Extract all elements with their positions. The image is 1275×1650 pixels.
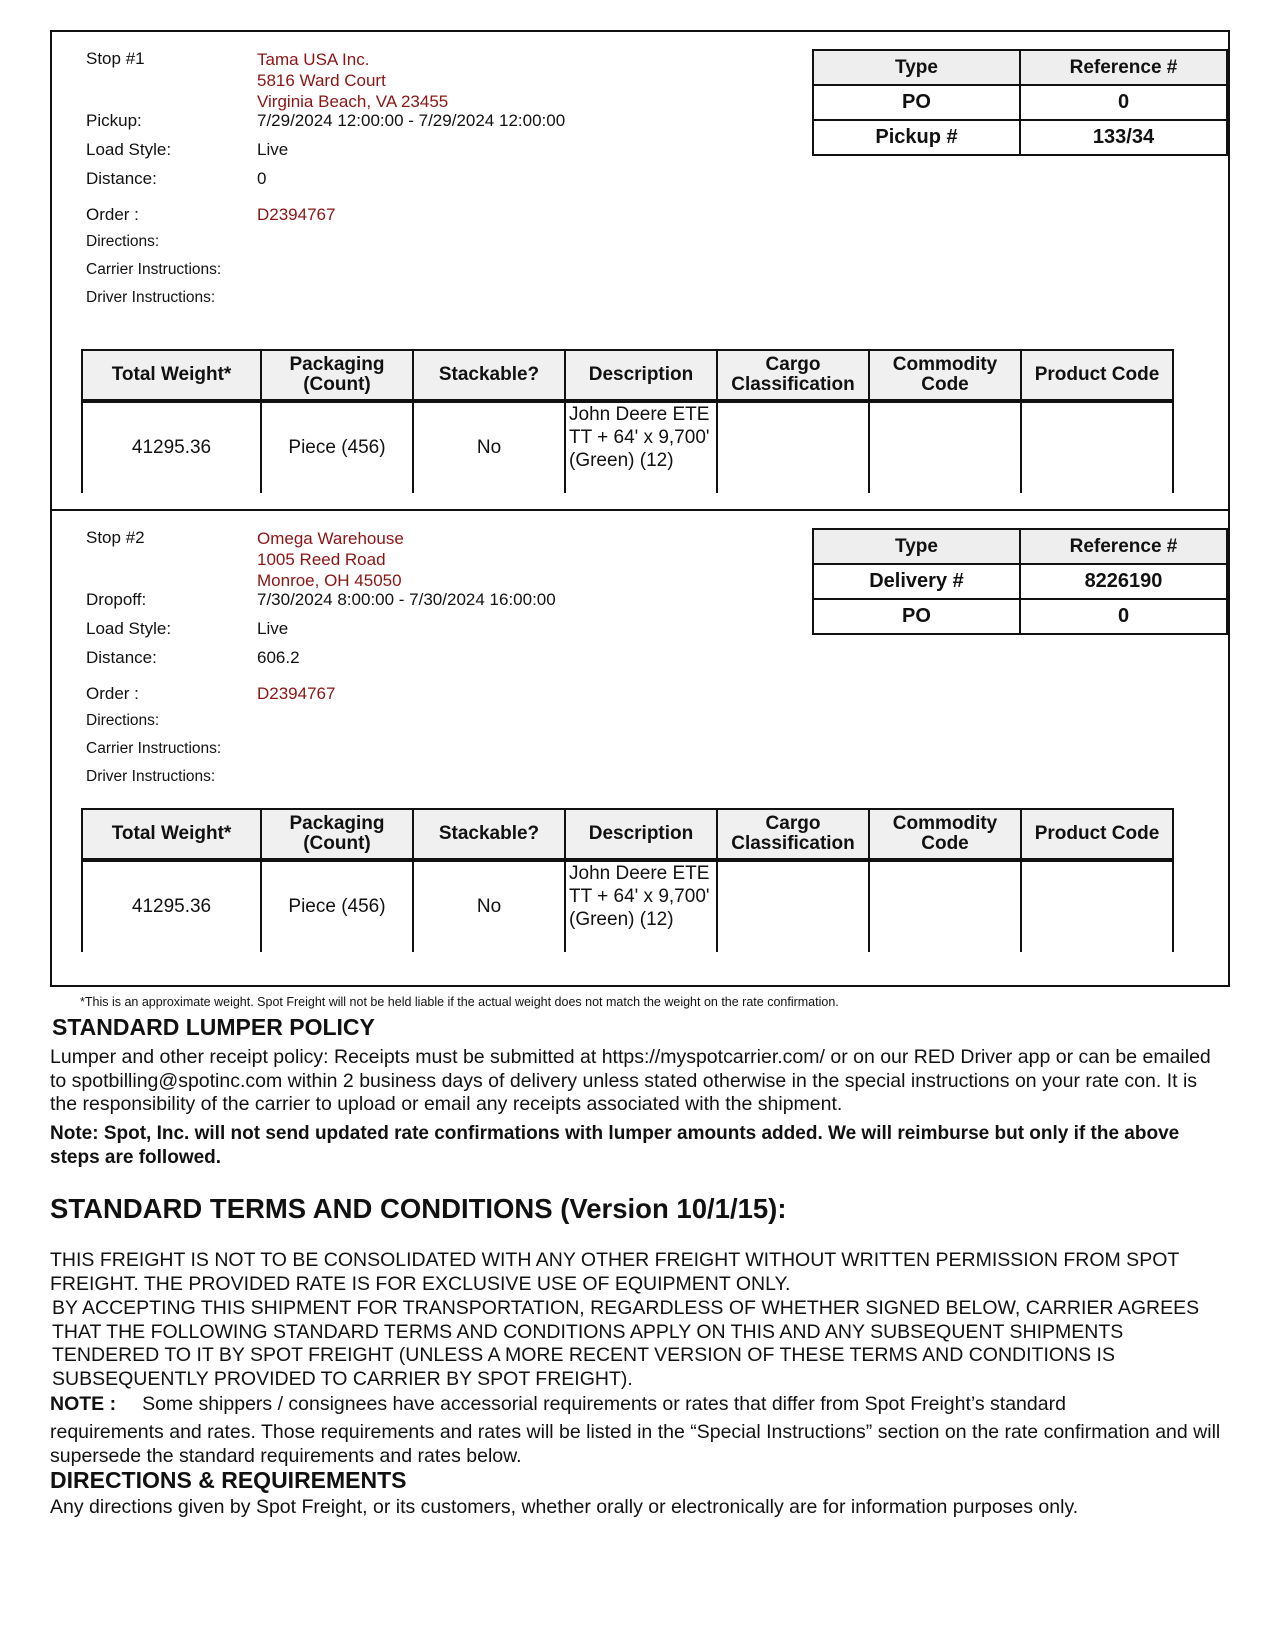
header-total-weight: Total Weight* — [82, 350, 261, 401]
table-row — [82, 860, 1173, 952]
company-name: Omega Warehouse — [257, 529, 404, 548]
load-style-label: Load Style: — [86, 140, 172, 159]
terms-paragraph-consolidation: THIS FREIGHT IS NOT TO BE CONSOLIDATED WITH ANY OTHER FREIGHT WITHOUT WRITTEN PERMISSION FROM SPOT FREIGHT. THE PROVIDED RATE IS FOR EXCLUSIVE USE OF EQUIPMENT ONLY. — [50, 1249, 1179, 1295]
pickup-label: Pickup: — [86, 111, 142, 130]
lumper-policy-heading: STANDARD LUMPER POLICY — [52, 1014, 375, 1040]
lumper-policy-text: Lumper and other receipt policy: Receipts must be submitted at https://myspotcarrier.com/ or on our RED Driver app or can be emailed to spotbilling@spotinc.com within 2 business days of delivery unless stated otherwise in the special instructions on your rate con. It is the responsibility of the carrier to upload or email any receipts associated with the shipment. — [50, 1046, 1211, 1115]
order-label: Order : — [86, 205, 139, 224]
product-code-cell — [1021, 401, 1173, 493]
driver-instructions-label: Driver Instructions: — [86, 768, 216, 785]
header-description: Description — [565, 350, 717, 401]
ref-type-cell: Pickup # — [813, 120, 1020, 155]
city-state-zip: Monroe, OH 45050 — [257, 571, 402, 590]
dropoff-label: Dropoff: — [86, 590, 147, 609]
header-product-code: Product Code — [1021, 350, 1173, 401]
pickup-window: 7/29/2024 12:00:00 - 7/29/2024 12:00:00 — [257, 111, 566, 130]
header-commodity-code: Commodity Code — [869, 350, 1021, 401]
reference-table — [812, 49, 1228, 156]
ref-header-reference: Reference # — [1020, 529, 1227, 564]
directions-text: Any directions given by Spot Freight, or its customers, whether orally or electronically are for information purposes only. — [50, 1496, 1079, 1518]
header-description: Description — [565, 809, 717, 860]
ref-header-reference: Reference # — [1020, 50, 1227, 85]
ref-type-cell: PO — [813, 599, 1020, 634]
distance-value: 606.2 — [257, 648, 300, 667]
stop-address — [257, 49, 448, 112]
company-name: Tama USA Inc. — [257, 50, 370, 69]
cargo-table — [81, 349, 1174, 493]
ref-value-cell: 0 — [1020, 85, 1227, 120]
ref-type-cell: Delivery # — [813, 564, 1020, 599]
header-cargo-classification: Cargo Classification — [717, 809, 869, 860]
load-style-value: Live — [257, 619, 289, 638]
description-cell: John Deere ETE TT + 64' x 9,700' (Green) (12) — [565, 860, 717, 952]
order-label: Order : — [86, 684, 139, 703]
packaging-cell: Piece (456) — [261, 860, 413, 952]
cargo-table — [81, 808, 1174, 952]
cargo-classification-cell — [717, 401, 869, 493]
header-stackable: Stackable? — [413, 809, 565, 860]
header-total-weight: Total Weight* — [82, 809, 261, 860]
stackable-cell: No — [413, 401, 565, 493]
header-packaging: Packaging (Count) — [261, 809, 413, 860]
street-address: 5816 Ward Court — [257, 71, 386, 90]
stop-section-1 — [50, 30, 1230, 510]
dropoff-window: 7/30/2024 8:00:00 - 7/30/2024 16:00:00 — [257, 590, 556, 609]
header-packaging: Packaging (Count) — [261, 350, 413, 401]
directions-label: Directions: — [86, 233, 160, 250]
ref-type-cell: PO — [813, 85, 1020, 120]
terms-paragraph-requirements: requirements and rates. Those requirements and rates will be listed in the “Special Instructions” section on the rate confirmation and will supersede the standard requirements and rates below. — [50, 1421, 1221, 1467]
carrier-instructions-label: Carrier Instructions: — [86, 261, 222, 278]
terms-note — [50, 1393, 1230, 1417]
product-code-cell — [1021, 860, 1173, 952]
city-state-zip: Virginia Beach, VA 23455 — [257, 92, 449, 111]
terms-note-text: Some shippers / consignees have accessorial requirements or rates that differ from Spot Freight’s standard — [142, 1393, 1066, 1415]
stop-address — [257, 528, 404, 591]
terms-note-label: NOTE : — [50, 1393, 117, 1415]
header-stackable: Stackable? — [413, 350, 565, 401]
distance-label: Distance: — [86, 169, 157, 188]
terms-paragraph-acceptance: BY ACCEPTING THIS SHIPMENT FOR TRANSPORTATION, REGARDLESS OF WHETHER SIGNED BELOW, CARRIER AGREES THAT THE FOLLOWING STANDARD TERMS AND CONDITIONS APPLY ON THIS AND ANY SUBSEQUENT SHIPMENTS TENDERED TO IT BY SPOT FREIGHT (UNLESS A MORE RECENT VERSION OF THESE TERMS AND CONDITIONS IS SUBSEQUENTLY PROVIDED TO CARRIER BY SPOT FREIGHT). — [52, 1297, 1200, 1390]
description-cell: John Deere ETE TT + 64' x 9,700' (Green) (12) — [565, 401, 717, 493]
header-commodity-code: Commodity Code — [869, 809, 1021, 860]
load-style-value: Live — [257, 140, 289, 159]
commodity-code-cell — [869, 860, 1021, 952]
header-product-code: Product Code — [1021, 809, 1173, 860]
weight-footnote: *This is an approximate weight. Spot Freight will not be held liable if the actual weight does not match the weight on the rate confirmation. — [80, 995, 839, 1009]
directions-heading: DIRECTIONS & REQUIREMENTS — [50, 1467, 407, 1493]
terms-heading: STANDARD TERMS AND CONDITIONS (Version 10/1/15): — [50, 1193, 787, 1224]
total-weight-cell: 41295.36 — [82, 401, 261, 493]
table-row — [82, 401, 1173, 493]
header-cargo-classification: Cargo Classification — [717, 350, 869, 401]
ref-header-type: Type — [813, 529, 1020, 564]
reference-table — [812, 528, 1228, 635]
cargo-classification-cell — [717, 860, 869, 952]
carrier-instructions-label: Carrier Instructions: — [86, 740, 222, 757]
lumper-policy-note: Note: Spot, Inc. will not send updated rate confirmations with lumper amounts added. We will reimburse but only if the above steps are followed. — [50, 1123, 1180, 1168]
ref-header-type: Type — [813, 50, 1020, 85]
street-address: 1005 Reed Road — [257, 550, 386, 569]
commodity-code-cell — [869, 401, 1021, 493]
order-number: D2394767 — [257, 684, 336, 703]
total-weight-cell: 41295.36 — [82, 860, 261, 952]
directions-label: Directions: — [86, 712, 160, 729]
distance-value: 0 — [257, 169, 267, 188]
distance-label: Distance: — [86, 648, 157, 667]
ref-value-cell: 0 — [1020, 599, 1227, 634]
packaging-cell: Piece (456) — [261, 401, 413, 493]
stop-label: Stop #2 — [86, 528, 145, 547]
stop-label: Stop #1 — [86, 49, 145, 68]
order-number: D2394767 — [257, 205, 336, 224]
ref-value-cell: 133/34 — [1020, 120, 1227, 155]
load-style-label: Load Style: — [86, 619, 172, 638]
driver-instructions-label: Driver Instructions: — [86, 289, 216, 306]
ref-value-cell: 8226190 — [1020, 564, 1227, 599]
stackable-cell: No — [413, 860, 565, 952]
stop-section-2 — [50, 509, 1230, 987]
